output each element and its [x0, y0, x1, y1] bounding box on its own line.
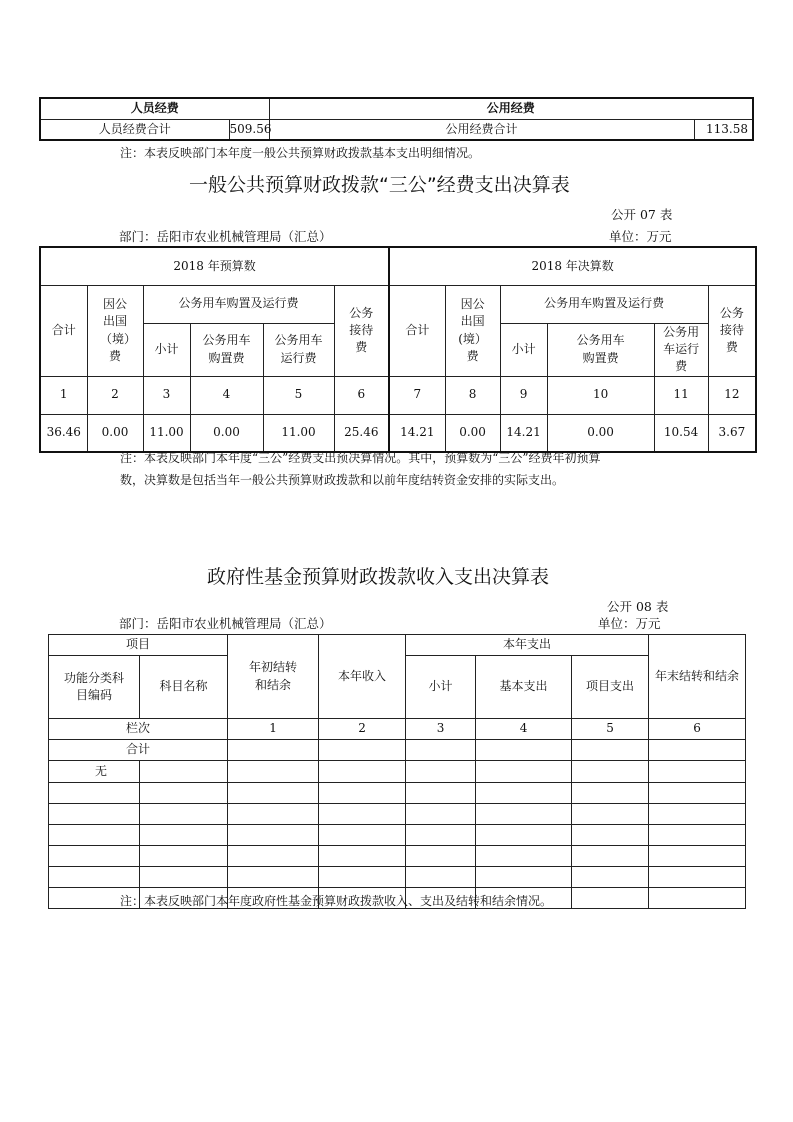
col-num: 6	[334, 376, 389, 414]
empty-cell	[572, 867, 649, 888]
table-row	[49, 825, 746, 846]
table2-unit: 单位：万元	[609, 229, 672, 244]
table3-note: 注：本表反映部门本年度政府性基金预算财政拨款收入、支出及结转和结余情况。	[120, 894, 553, 908]
empty-cell	[406, 846, 476, 867]
empty-cell	[319, 783, 406, 804]
empty-cell	[476, 740, 572, 761]
empty-cell	[476, 825, 572, 846]
empty-cell	[406, 761, 476, 783]
basic-expense-header: 基本支出	[476, 656, 572, 719]
col-num: 3	[406, 719, 476, 740]
empty-cell	[572, 761, 649, 783]
empty-cell	[649, 867, 746, 888]
empty-cell	[406, 825, 476, 846]
income-header: 本年收入	[319, 635, 406, 719]
empty-cell	[476, 867, 572, 888]
empty-cell	[572, 783, 649, 804]
final-reception-header: 公务接待费	[708, 285, 756, 376]
none-label: 无	[49, 761, 140, 783]
empty-cell	[140, 846, 228, 867]
value-cell: 0.00	[547, 414, 654, 452]
empty-cell	[140, 804, 228, 825]
empty-cell	[228, 761, 319, 783]
empty-cell	[572, 804, 649, 825]
final-car-run-header: 公务用车运行费	[654, 323, 708, 376]
empty-cell	[649, 804, 746, 825]
table-row	[49, 783, 746, 804]
end-balance-header: 年末结转和结余	[649, 635, 746, 719]
value-cell: 3.67	[708, 414, 756, 452]
table-row	[49, 846, 746, 867]
empty-cell	[140, 761, 228, 783]
expense-subtotal-header: 小计	[406, 656, 476, 719]
value-cell: 11.00	[143, 414, 190, 452]
col-num: 2	[87, 376, 143, 414]
empty-cell	[572, 846, 649, 867]
value-cell: 0.00	[190, 414, 263, 452]
empty-cell	[140, 825, 228, 846]
table1-note: 注：本表反映部门本年度一般公共预算财政拨款基本支出明细情况。	[120, 146, 481, 160]
value-cell: 25.46	[334, 414, 389, 452]
budget-car-purchase-header: 公务用车购置费	[190, 323, 263, 376]
empty-cell	[649, 846, 746, 867]
empty-cell	[49, 804, 140, 825]
empty-cell	[319, 867, 406, 888]
col-num: 4	[190, 376, 263, 414]
table3-unit: 单位：万元	[598, 616, 661, 631]
empty-cell	[572, 740, 649, 761]
empty-cell	[319, 761, 406, 783]
col-num: 11	[654, 376, 708, 414]
col-num: 3	[143, 376, 190, 414]
final-total-header: 合计	[389, 285, 445, 376]
col-num: 6	[649, 719, 746, 740]
budget-total-header: 合计	[40, 285, 87, 376]
table-row	[49, 804, 746, 825]
final-subtotal-header: 小计	[500, 323, 547, 376]
col-num: 5	[263, 376, 334, 414]
final-abroad-header: 因公出国(境）费	[445, 285, 500, 376]
value-cell: 0.00	[445, 414, 500, 452]
function-code-header: 功能分类科目编码	[49, 656, 140, 719]
empty-cell	[228, 740, 319, 761]
col-num: 7	[389, 376, 445, 414]
empty-cell	[476, 804, 572, 825]
table2-note-line1: 注：本表反映部门本年度“三公”经费支出预决算情况。其中，预算数为“三公”经费年初预算	[120, 451, 601, 465]
table3-number: 公开 08 表	[607, 599, 669, 614]
begin-balance-header: 年初结转和结余	[228, 635, 319, 719]
empty-cell	[228, 846, 319, 867]
expense-group-header: 本年支出	[406, 635, 649, 656]
total-row	[49, 740, 746, 761]
empty-cell	[319, 804, 406, 825]
empty-cell	[649, 825, 746, 846]
budget-car-group-header: 公务用车购置及运行费	[143, 285, 334, 323]
empty-cell	[319, 825, 406, 846]
empty-cell	[228, 867, 319, 888]
value-cell: 36.46	[40, 414, 87, 452]
col-num: 10	[547, 376, 654, 414]
item-header: 项目	[49, 635, 228, 656]
empty-cell	[140, 867, 228, 888]
empty-cell	[406, 867, 476, 888]
value-cell: 0.00	[87, 414, 143, 452]
empty-cell	[228, 804, 319, 825]
government-fund-table	[48, 634, 746, 909]
col-num: 9	[500, 376, 547, 414]
empty-cell	[649, 740, 746, 761]
empty-cell	[572, 825, 649, 846]
budget-reception-header: 公务接待费	[334, 285, 389, 376]
final-group-header: 2018 年决算数	[389, 247, 756, 285]
header-public: 公用经费	[269, 98, 753, 119]
empty-cell	[49, 846, 140, 867]
header-personnel: 人员经费	[40, 98, 269, 119]
empty-cell	[476, 761, 572, 783]
final-car-purchase-header: 公务用车购置费	[547, 323, 654, 376]
value-cell: 14.21	[389, 414, 445, 452]
empty-cell	[649, 888, 746, 909]
col-num: 2	[319, 719, 406, 740]
empty-cell	[49, 783, 140, 804]
project-expense-header: 项目支出	[572, 656, 649, 719]
empty-cell	[228, 783, 319, 804]
table3-title: 政府性基金预算财政拨款收入支出决算表	[207, 566, 550, 588]
public-total-label: 公用经费合计	[269, 119, 694, 140]
personnel-total-value: 509.56	[229, 119, 269, 140]
table2-note-line2: 数，决算数是包括当年一般公共预算财政拨款和以前年度结转资金安排的实际支出。	[120, 473, 565, 487]
col-num: 4	[476, 719, 572, 740]
budget-car-run-header: 公务用车运行费	[263, 323, 334, 376]
empty-cell	[476, 846, 572, 867]
empty-cell	[319, 846, 406, 867]
col-num: 1	[40, 376, 87, 414]
empty-cell	[319, 740, 406, 761]
final-car-group-header: 公务用车购置及运行费	[500, 285, 708, 323]
value-cell: 10.54	[654, 414, 708, 452]
col-num: 1	[228, 719, 319, 740]
col-num: 8	[445, 376, 500, 414]
empty-cell	[649, 783, 746, 804]
empty-cell	[406, 740, 476, 761]
col-num: 12	[708, 376, 756, 414]
row-label: 栏次	[49, 719, 228, 740]
table-row	[49, 761, 746, 783]
column-number-row	[49, 719, 746, 740]
table2-number: 公开 07 表	[611, 207, 673, 222]
empty-cell	[49, 825, 140, 846]
empty-cell	[228, 825, 319, 846]
empty-cell	[406, 804, 476, 825]
budget-abroad-header: 因公出国（境）费	[87, 285, 143, 376]
budget-subtotal-header: 小计	[143, 323, 190, 376]
empty-cell	[476, 783, 572, 804]
budget-group-header: 2018 年预算数	[40, 247, 389, 285]
empty-cell	[572, 888, 649, 909]
table-row	[49, 867, 746, 888]
empty-cell	[649, 761, 746, 783]
value-cell: 14.21	[500, 414, 547, 452]
three-public-expense-table	[39, 246, 757, 453]
public-total-value: 113.58	[694, 119, 753, 140]
table2-title: 一般公共预算财政拨款“三公”经费支出决算表	[189, 174, 570, 196]
basic-expense-table	[39, 97, 754, 141]
value-cell: 11.00	[263, 414, 334, 452]
column-number-row	[40, 376, 756, 414]
subject-name-header: 科目名称	[140, 656, 228, 719]
col-num: 5	[572, 719, 649, 740]
empty-cell	[49, 867, 140, 888]
empty-cell	[406, 783, 476, 804]
empty-cell	[140, 783, 228, 804]
personnel-total-label: 人员经费合计	[40, 119, 229, 140]
total-label: 合计	[49, 740, 228, 761]
table3-department: 部门：岳阳市农业机械管理局（汇总）	[119, 616, 332, 631]
table2-department: 部门：岳阳市农业机械管理局（汇总）	[119, 229, 332, 244]
